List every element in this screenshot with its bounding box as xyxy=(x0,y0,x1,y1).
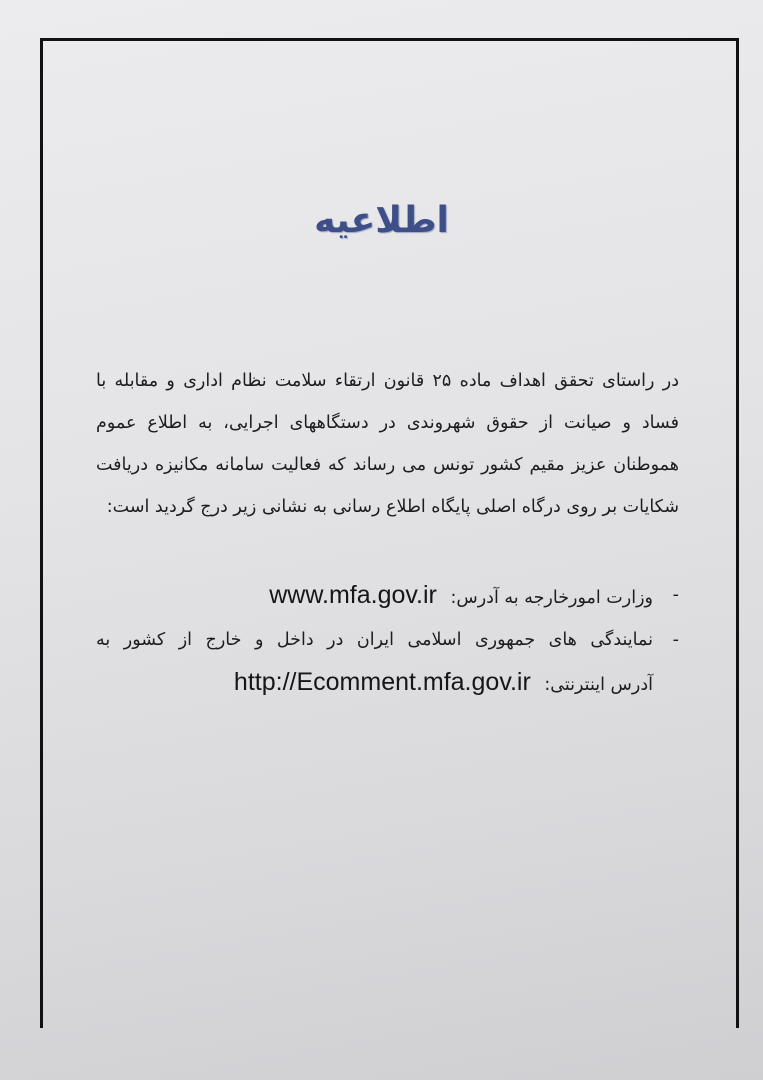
list-item-ministry xyxy=(96,574,679,619)
missions-label-line1: نمایندگی های جمهوری اسلامی ایران در داخل و خارج از کشور به xyxy=(96,630,653,650)
ministry-url-link[interactable]: www.mfa.gov.ir xyxy=(269,581,437,609)
notice-title: اطلاعیه xyxy=(314,200,449,241)
frame-border-left xyxy=(40,38,43,1028)
list-dash: - xyxy=(672,585,679,605)
list-item-missions xyxy=(96,619,679,706)
notice-paragraph: در راستای تحقق اهداف ماده ۲۵ قانون ارتقاء سلامت نظام اداری و مقابله با فساد و صیانت از حقوق شهروندی در دستگاههای اجرایی، به اطلاع عموم هموطنان عزیز مقیم کشور تونس می رساند که فعالیت سامانه مکانیزه دریافت شکایات بر روی درگاه اصلی پایگاه اطلاع رسانی به نشانی زیر درج گردید است: xyxy=(96,371,679,517)
ecomment-url-link[interactable]: http://Ecomment.mfa.gov.ir xyxy=(233,668,531,696)
missions-label-line2: آدرس اینترنتی: xyxy=(544,675,653,695)
ministry-label: وزارت امورخارجه به آدرس: xyxy=(450,588,653,608)
frame-border-right xyxy=(736,38,739,1028)
list-dash: - xyxy=(672,630,679,650)
frame-border-top xyxy=(42,38,739,41)
missions-label-line2-row xyxy=(96,661,653,706)
address-list xyxy=(96,574,679,706)
